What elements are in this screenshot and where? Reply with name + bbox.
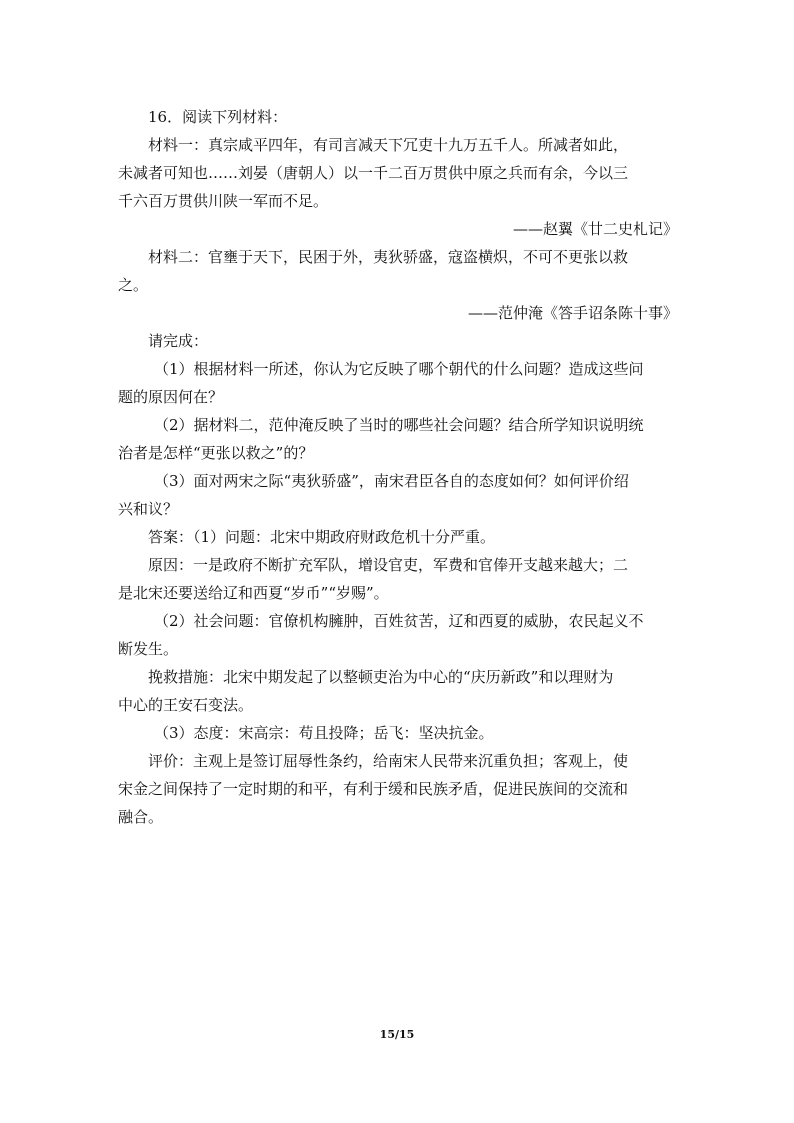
answer1-reason-line1: 原因：一是政府不断扩充军队，增设官吏，军费和官俸开支越来越大；二 bbox=[148, 556, 629, 574]
answer3-eval-line3: 融合。 bbox=[118, 808, 164, 826]
question3-line1: （3）面对两宋之际“夷狄骄盛”，南宋君臣各自的态度如何？如何评价绍 bbox=[154, 472, 629, 490]
answer1-reason-line2: 是北宋还要送给辽和西夏“岁币”“岁赐”。 bbox=[118, 584, 389, 602]
answer3-eval-line2: 宋金之间保持了一定时期的和平，有利于缓和民族矛盾，促进民族间的交流和 bbox=[118, 780, 629, 798]
answer3-eval-line1: 评价：主观上是签订屈辱性条约，给南宋人民带来沉重负担；客观上，使 bbox=[148, 752, 629, 770]
question-title: 16．阅读下列材料： bbox=[148, 108, 288, 126]
question1-line2: 题的原因何在？ bbox=[118, 388, 224, 406]
answer2-measure-line2: 中心的王安石变法。 bbox=[118, 696, 254, 714]
material1-line3: 千六百万贯供川陕一军而不足。 bbox=[118, 192, 329, 210]
material2-source: ——范仲淹《答手诏条陈十事》 bbox=[467, 304, 678, 322]
answer1-problem: 答案：（1）问题：北宋中期政府财政危机十分严重。 bbox=[148, 528, 496, 546]
question-prompt: 请完成： bbox=[148, 332, 209, 350]
answer2-issue-line2: 断发生。 bbox=[118, 640, 179, 658]
answer2-measure-line1: 挽救措施：北宋中期发起了以整顿吏治为中心的“庆历新政”和以理财为 bbox=[148, 668, 614, 686]
material1-line2: 未减者可知也……刘晏（唐朝人）以一千二百万贯供中原之兵而有余，今以三 bbox=[118, 164, 629, 182]
material1-source: ——赵翼《廿二史札记》 bbox=[512, 220, 678, 238]
material2-line1: 材料二：官壅于天下，民困于外，夷狄骄盛，寇盗横炽，不可不更张以救 bbox=[148, 248, 629, 266]
question3-line2: 兴和议？ bbox=[118, 500, 179, 518]
material1-line1: 材料一：真宗咸平四年，有司言减天下冗吏十九万五千人。所减者如此， bbox=[148, 136, 629, 154]
material2-line2: 之。 bbox=[118, 276, 149, 294]
answer3-attitude: （3）态度：宋高宗：苟且投降；岳飞：坚决抗金。 bbox=[154, 724, 494, 742]
question1-line1: （1）根据材料一所述，你认为它反映了哪个朝代的什么问题？造成这些问 bbox=[154, 360, 644, 378]
page-number: 15/15 bbox=[379, 1028, 415, 1041]
document-body bbox=[118, 103, 678, 831]
question2-line2: 治者是怎样“更张以救之”的？ bbox=[118, 444, 314, 462]
question2-line1: （2）据材料二，范仲淹反映了当时的哪些社会问题？结合所学知识说明统 bbox=[154, 416, 644, 434]
answer2-issue-line1: （2）社会问题：官僚机构臃肿，百姓贫苦，辽和西夏的威胁，农民起义不 bbox=[154, 612, 644, 630]
